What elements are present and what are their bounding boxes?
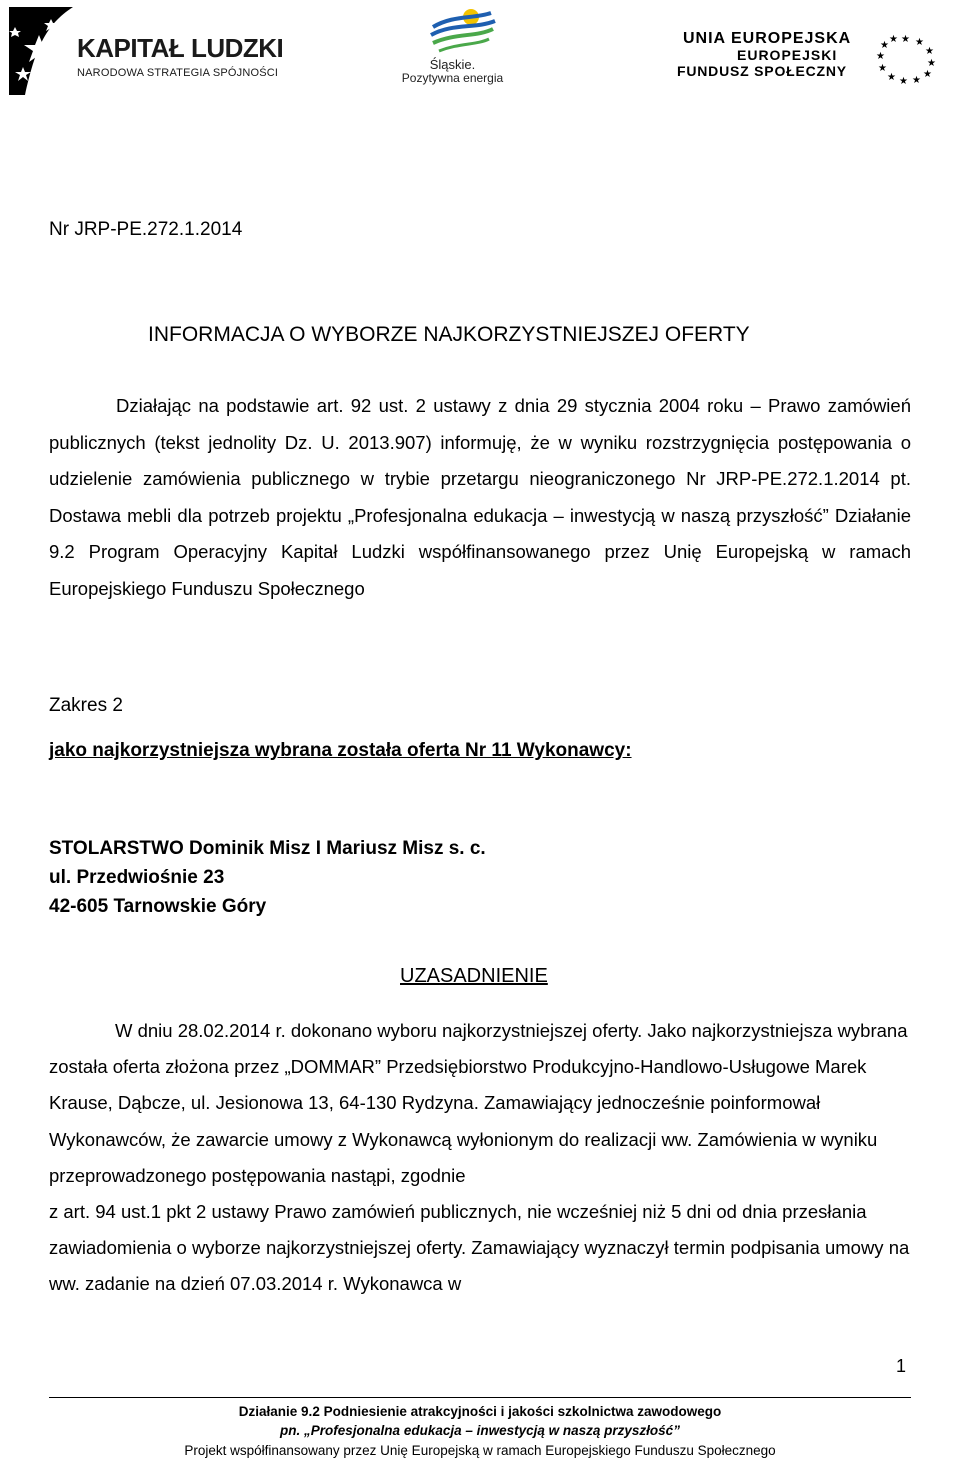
intro-text: Działając na podstawie art. 92 ust. 2 ustawy z dnia 29 stycznia 2004 roku – Prawo zamówień publicznych (tekst jednolity Dz. U. 2013.907) informuję, że w wyniku rozstrzygnięcia postępowania o udzielenie zamówienia publicznego w trybie przetargu nieograniczonego Nr JRP-PE.272.1.2014 pt. Dostawa mebli dla potrzeb projektu „Profesjonalna edukacja – inwestycją w naszą przyszłość” Działanie 9.2 Program Operacyjny Kapitał Ludzki współfinansowanego przez Unię Europejską w ramach Europejskiego Funduszu Społecznego: [49, 395, 911, 599]
svg-text:★: ★: [927, 58, 936, 69]
justification-text-2: z art. 94 ust.1 pkt 2 ustawy Prawo zamówień publicznych, nie wcześniej niż 5 dni od dnia przesłania zawiadomienia o wyborze najkorzystniejszej oferty. Zamawiający wyznaczył termin podpisania umowy na ww. zadanie na dzień 07.03.2014 r. Wykonawca w: [49, 1201, 910, 1295]
eu-stars-flag-icon: [865, 32, 947, 84]
slaskie-name: Śląskie.: [429, 57, 476, 72]
svg-text:★: ★: [923, 69, 932, 80]
ue-line3: FUNDUSZ SPOŁECZNY: [677, 63, 847, 79]
kapital-ludzki-subtitle: NARODOWA STRATEGIA SPÓJNOŚCI: [77, 67, 279, 79]
slaskie-emblem-icon: [403, 5, 518, 57]
justification-paragraph: [49, 1013, 911, 1303]
svg-text:★: ★: [880, 40, 889, 51]
svg-text:★: ★: [915, 37, 924, 48]
svg-text:★: ★: [901, 34, 910, 45]
slaskie-tagline: Pozytywna energia: [401, 71, 504, 85]
justification-text-1: W dniu 28.02.2014 r. dokonano wyboru najkorzystniejszej oferty. Jako najkorzystniejsza wybrana została oferta złożona przez „DOMMAR” Przedsiębiorstwo Produkcyjno-Handlowo-Usługowe Marek Krause, Dąbcze, ul. Jesionowa 13, 64-130 Rydzyna. Zamawiający jednocześnie poinformował Wykonawców, że zawarcie umowy z Wykonawcą wyłonionym do realizacji ww. Zamówienia w wyniku przeprowadzonego postępowania nastąpi, zgodnie: [49, 1020, 908, 1186]
footer-divider: [49, 1397, 911, 1398]
svg-text:★: ★: [912, 75, 921, 84]
ue-line2: EUROPEJSKI: [737, 47, 838, 63]
kapital-ludzki-title: KAPITAŁ LUDZKI: [77, 33, 284, 63]
svg-text:★: ★: [899, 76, 908, 84]
svg-text:★: ★: [878, 63, 887, 74]
contractor-city: 42-605 Tarnowskie Góry: [49, 896, 267, 917]
ue-efs-logo: [675, 30, 960, 90]
footer-line-2: pn. „Profesjonalna edukacja – inwestycją w naszą przyszłość”: [280, 1423, 680, 1438]
svg-text:★: ★: [876, 51, 885, 62]
selected-offer-label: jako najkorzystniejsza wybrana została oferta Nr 11 Wykonawcy:: [49, 740, 632, 761]
slaskie-logo: [395, 5, 525, 85]
ue-line1: UNIA EUROPEJSKA: [683, 30, 852, 47]
svg-text:★: ★: [889, 34, 898, 45]
footer-line-3: Projekt współfinansowany przez Unię Europejską w ramach Europejskiego Funduszu Społecznego: [184, 1443, 776, 1458]
kapital-ludzki-logo: [5, 5, 284, 100]
intro-paragraph: [49, 388, 911, 607]
contractor-block: [49, 834, 911, 921]
kapital-ludzki-emblem-icon: [5, 5, 75, 100]
footer-line-1: Działanie 9.2 Podniesienie atrakcyjności i jakości szkolnictwa zawodowego: [238, 1404, 722, 1419]
reference-number: Nr JRP-PE.272.1.2014: [49, 219, 243, 240]
svg-text:★: ★: [925, 46, 934, 57]
page-number: 1: [896, 1356, 907, 1376]
contractor-street: ul. Przedwiośnie 23: [49, 867, 225, 888]
document-title: INFORMACJA O WYBORZE NAJKORZYSTNIEJSZEJ OFERTY: [148, 323, 750, 346]
contractor-name: STOLARSTWO Dominik Misz I Mariusz Misz s. c.: [49, 838, 486, 859]
svg-text:★: ★: [887, 72, 896, 83]
justification-heading: UZASADNIENIE: [400, 965, 548, 987]
zakres-label: Zakres 2: [49, 695, 123, 716]
